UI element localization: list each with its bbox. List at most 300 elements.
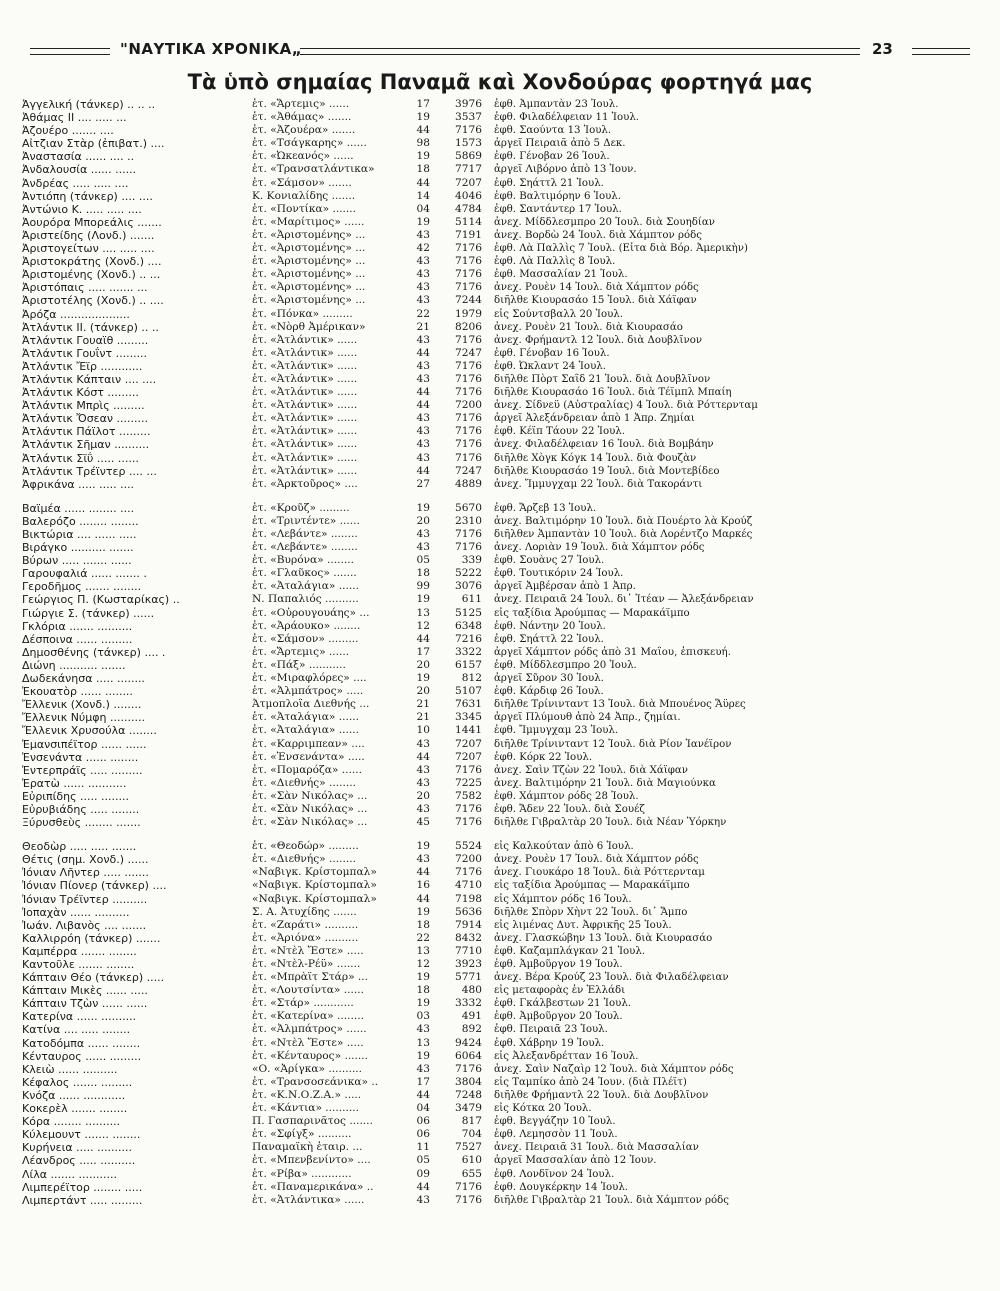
voyage-status: ἀργεῖ Χάμπτον ρόδς ἀπὸ 31 Μαΐου, ἐπισκευή. — [494, 646, 731, 658]
voyage-status: ἀνεχ. Πειραιᾶ 24 Ἰουλ. δι᾽ Ἰτέαν — Ἀλεξάνδρειαν — [494, 594, 754, 606]
voyage-status: ἐφθ. Λὰ Παλλὶς 7 Ἰουλ. (Εἶτα διὰ Βόρ. Ἀμερικὴν) — [494, 243, 748, 255]
ship-row — [22, 997, 982, 1010]
voyage-status: ἀργεῖ Σῦρον 30 Ἰουλ. — [494, 673, 604, 685]
ship-name: Λίλα ....... ........... — [22, 1167, 117, 1181]
voyage-status: ἐφθ. Λονδῖνον 24 Ἰουλ. — [494, 1168, 615, 1180]
build-year: 18 — [416, 918, 430, 931]
ship-name: Λέανδρος ..... .......... — [22, 1154, 136, 1168]
tonnage: 7200 — [455, 853, 482, 866]
ship-name: Βιράγκο .......... ....... — [22, 541, 134, 555]
voyage-status: ἐφθ. Ἀμβοῦργον 19 Ἰουλ. — [494, 959, 623, 970]
ship-name: Κνόζα ...... ............ — [22, 1088, 126, 1102]
owner-company: ἑτ. «Ἀράουκο» ........ — [252, 619, 361, 632]
ship-name: Ἀτλάντικ Γουΐντ ......... — [22, 346, 148, 360]
build-year: 19 — [416, 672, 430, 685]
owner-company: ἑτ. «Ἀτλάντικα» ...... — [252, 1193, 365, 1206]
tonnage: 8206 — [455, 320, 482, 333]
ship-name: Κέφαλος ....... ......... — [22, 1075, 133, 1089]
tonnage: 3345 — [455, 711, 482, 724]
ship-row — [22, 685, 982, 698]
owner-company: ἑτ. «Κατερίνα» ........ — [252, 1010, 364, 1023]
tonnage: 4784 — [455, 202, 482, 215]
owner-company: ἑτ. «Τρανσατλάντικα» — [252, 163, 375, 176]
tonnage: 5636 — [455, 905, 482, 918]
voyage-status: ἐφθ. Ἄδεν 22 Ἰουλ. διὰ Σουέζ — [494, 803, 645, 815]
build-year: 43 — [416, 1193, 430, 1206]
ship-row — [22, 111, 982, 124]
tonnage: 7200 — [455, 399, 482, 412]
build-year: 20 — [416, 685, 430, 698]
tonnage: 5125 — [455, 606, 482, 619]
voyage-status: διῆλθεν Ἀμπαντὰν 10 Ἰουλ. διὰ Λορέντζο Μαρκές — [494, 529, 753, 540]
build-year: 20 — [416, 514, 430, 527]
owner-company: ἑτ. «Τριντέντε» ...... — [252, 514, 360, 527]
voyage-status: ἐφθ. Λεμησσὸν 11 Ἰουλ. — [494, 1129, 618, 1141]
ship-name: Ἐνσενάντα ...... ........ — [22, 750, 139, 764]
ship-row — [22, 294, 982, 307]
voyage-status: εἰς ταξίδια Ἀρούμπας — Μαρακάϊμπο — [494, 607, 690, 619]
voyage-status: ἀνεχ. Σαὶν Ναζαὶρ 12 Ἰουλ. διὰ Χάμπτον ρόδς — [494, 1063, 734, 1075]
ship-name: Κατίνα .... ..... ........ — [22, 1023, 131, 1037]
voyage-status: ἐφθ. Σαντάντερ 17 Ἰουλ. — [494, 203, 622, 215]
voyage-status: εἰς Ἀλεξανδρέτταν 16 Ἰουλ. — [494, 1050, 639, 1062]
tonnage: 610 — [461, 1154, 482, 1167]
tonnage: 7207 — [455, 737, 482, 750]
owner-company: ἑτ. «Βυρόνα» ........ — [252, 554, 354, 567]
tonnage: 3332 — [455, 997, 482, 1010]
ship-name: Ἐντερπράϊς ..... ......... — [22, 763, 143, 777]
voyage-status: ἀργεῖ Ἀλεξάνδρειαν ἀπὸ 1 Ἀπρ. Ζημίαι — [494, 413, 695, 425]
tonnage: 7207 — [455, 750, 482, 763]
ship-row — [22, 386, 982, 399]
voyage-status: ἀνεχ. Γλασκώβην 13 Ἰουλ. διὰ Κιουρασάο — [494, 932, 713, 944]
ship-name: Κατερίνα ...... .......... — [22, 1010, 137, 1024]
ship-name: Ἀτλάντικ Γουαϊθ ......... — [22, 333, 149, 347]
build-year: 19 — [416, 840, 430, 853]
ship-row — [22, 984, 982, 997]
voyage-status: ἀνεχ. Ρουὲν 14 Ἰουλ. διὰ Χάμπτον ρόδς — [494, 282, 699, 294]
tonnage: 655 — [461, 1167, 482, 1180]
owner-company: ἑτ. «Ἀριστομένης» ... — [252, 242, 366, 255]
ship-row — [22, 580, 982, 593]
ship-row — [22, 879, 982, 892]
tonnage: 7216 — [455, 632, 482, 645]
ship-name: Καντοῦλε ....... ........ — [22, 958, 135, 971]
ship-name: Θεοδὼρ ..... ..... ....... — [22, 840, 137, 854]
build-year: 17 — [416, 1075, 430, 1088]
owner-company: ἑτ. «Ντὲλ-Ρέϋ» ....... — [252, 958, 361, 970]
ship-row — [22, 567, 982, 580]
ship-name: Ἀτλάντικ Τρέϊντερ .... ... — [22, 464, 157, 478]
ship-name: Γεροδῆμος ....... ........ — [22, 580, 142, 594]
owner-company: ἑτ. «Ἀτλάντικ» ...... — [252, 386, 358, 399]
tonnage: 7176 — [455, 372, 482, 385]
build-year: 43 — [416, 528, 430, 540]
tonnage: 7248 — [455, 1088, 482, 1101]
owner-company: ἑτ. «Μπενβενίντο» .... — [252, 1154, 371, 1167]
voyage-status: ἐφθ. Γκάλβεστων 21 Ἰουλ. — [494, 998, 632, 1010]
owner-company: «Ναβιγκ. Κρίστομπαλ» — [252, 866, 377, 879]
tonnage: 7176 — [455, 1193, 482, 1206]
build-year: 19 — [416, 905, 430, 918]
build-year: 05 — [416, 1154, 430, 1167]
owner-company: ἑτ. «Καρριμπεαν» .... — [252, 737, 365, 750]
voyage-status: ἀνεχ. Ρουὲν 21 Ἰουλ. διὰ Κιουρασάο — [494, 321, 683, 333]
ship-row — [22, 893, 982, 906]
build-year: 19 — [416, 593, 430, 606]
tonnage: 7176 — [455, 438, 482, 451]
tonnage: 7176 — [455, 802, 482, 815]
owner-company: Κ. Κονιαλίδης ....... — [252, 189, 356, 202]
voyage-status: ἐφθ. Τουτικόριν 24 Ἰουλ. — [494, 568, 624, 580]
owner-company: ἑτ. «Ἀζουέρα» ....... — [252, 124, 356, 137]
voyage-status: ἐφθ. Μασσαλίαν 21 Ἰουλ. — [494, 269, 628, 281]
ship-row — [22, 229, 982, 242]
ship-name: Ἀρόζα .................... — [22, 307, 130, 321]
owner-company: ἑτ. «Ἀτλάντικ» ...... — [252, 438, 358, 451]
ship-name: Γεώργιος Π. (Κωσταρίκας) .. — [22, 593, 180, 607]
build-year: 03 — [416, 1010, 430, 1023]
ship-row — [22, 1194, 982, 1207]
owner-company: ἑτ. «Ἀρκτοῦρος» .... — [252, 477, 358, 490]
ship-row — [22, 528, 982, 541]
tonnage: 5869 — [455, 150, 482, 163]
owner-company: ἑτ. «Ἀταλάγια» ...... — [252, 724, 359, 737]
owner-company: ἑτ. «Ἀταλάγια» ...... — [252, 580, 359, 593]
tonnage: 3322 — [455, 645, 482, 658]
tonnage: 7176 — [455, 281, 482, 294]
ship-name: Ἰωάν. Λιβανὸς .... ....... — [22, 918, 147, 932]
tonnage: 611 — [461, 593, 482, 606]
tonnage: 5107 — [455, 685, 482, 698]
tonnage: 7176 — [455, 541, 482, 554]
ship-name: Ἐμανσιπέϊτορ ...... ...... — [22, 737, 147, 751]
build-year: 20 — [416, 789, 430, 802]
tonnage: 2310 — [455, 514, 482, 527]
owner-company: ἑτ. «Σὰν Νικόλας» ... — [252, 802, 368, 815]
ship-row — [22, 672, 982, 685]
owner-company: Π. Γασπαρινᾶτος ....... — [252, 1115, 373, 1128]
voyage-status: διῆλθε Τρίνινταντ 13 Ἰουλ. διὰ Μπουένος Ἄϋρες — [494, 699, 746, 711]
owner-company: ἑτ. «Ἀτλάντικ» ...... — [252, 399, 358, 412]
owner-company: ἑτ. «Ρίβα» ............ — [252, 1167, 352, 1180]
owner-company: ἑτ. «Ποντίκα» ....... — [252, 202, 357, 215]
tonnage: 7244 — [455, 294, 482, 307]
owner-company: ἑτ. «Κ.Ν.Ο.Ζ.Α.» ..... — [252, 1088, 362, 1101]
owner-company: ἑτ. «Ἀλμπάτρος» ...... — [252, 1023, 367, 1036]
voyage-status: ἐφθ. Ἀμβοῦργον 20 Ἰουλ. — [494, 1011, 623, 1023]
ship-name: Θέτις (σημ. Χονδ.) ...... — [22, 853, 149, 867]
header-rule-middle — [300, 48, 860, 55]
tonnage: 7176 — [455, 1180, 482, 1193]
build-year: 27 — [416, 477, 430, 490]
tonnage: 5114 — [455, 215, 482, 228]
ship-row — [22, 1037, 982, 1050]
owner-company: ἑτ. «Πάξ» ........... — [252, 658, 346, 671]
voyage-status: ἀνεχ. Βορδὼ 24 Ἰουλ. διὰ Χάμπτον ρόδς — [494, 229, 702, 241]
tonnage: 7914 — [455, 918, 482, 931]
ship-name: Δέσποινα ...... ......... — [22, 632, 133, 646]
ship-row — [22, 777, 982, 790]
build-year: 13 — [416, 1036, 430, 1049]
build-year: 43 — [416, 228, 430, 241]
ship-row — [22, 399, 982, 412]
voyage-status: διῆλθε Σπὸρν Χὴντ 22 Ἰουλ. δι᾽ Ἄμπο — [494, 906, 688, 918]
tonnage: 7247 — [455, 464, 482, 477]
owner-company: ἑτ. «Μαρίτιμος» ...... — [252, 215, 365, 228]
tonnage: 7176 — [455, 386, 482, 399]
ship-row — [22, 1181, 982, 1194]
build-year: 18 — [416, 163, 430, 176]
tonnage: 7176 — [455, 333, 482, 346]
ship-row — [22, 360, 982, 373]
ship-name: Βαλερόζο ........ ........ — [22, 514, 139, 528]
build-year: 43 — [416, 541, 430, 554]
tonnage: 491 — [461, 1010, 482, 1023]
voyage-status: ἐφθ. Σηάττλ 22 Ἰουλ. — [494, 633, 604, 645]
voyage-status: εἰς Κότκα 20 Ἰουλ. — [494, 1103, 592, 1115]
build-year: 45 — [416, 816, 430, 829]
tonnage: 7176 — [455, 425, 482, 438]
ship-name: Ἀντώνιο Κ. ..... ..... .... — [22, 202, 142, 216]
tonnage: 3479 — [455, 1102, 482, 1115]
tonnage: 7176 — [455, 451, 482, 464]
ship-row — [22, 593, 982, 606]
owner-company: ἑτ. «Τσάγκαρης» ...... — [252, 137, 367, 150]
ship-row — [22, 465, 982, 478]
ship-row — [22, 764, 982, 777]
build-year: 44 — [416, 399, 430, 412]
ship-name: Κάπταιν Τζὼν ...... ...... — [22, 997, 148, 1011]
voyage-status: διῆλθε Κιουρασάο 15 Ἰουλ. διὰ Χάϊφαν — [494, 295, 697, 307]
build-year: 43 — [416, 1023, 430, 1036]
build-year: 06 — [416, 1115, 430, 1128]
build-year: 44 — [416, 386, 430, 399]
owner-company: ἑτ. «Ντὲλ Ἔστε» ..... — [252, 944, 364, 957]
build-year: 12 — [416, 619, 430, 632]
build-year: 21 — [416, 698, 430, 711]
voyage-status: ἀνεχ. Σαὶν Τζὼν 22 Ἰουλ. διὰ Χάϊφαν — [494, 764, 688, 776]
owner-company: ἑτ. «Ντὲλ Ἔστε» ..... — [252, 1036, 364, 1049]
voyage-status: ἀνεχ. Γιουκάρο 18 Ἰουλ. διὰ Ρόττερνταμ — [494, 867, 705, 879]
page-title: Τὰ ὑπὸ σημαίας Παναμᾶ καὶ Χονδούρας φορτηγά μας — [187, 70, 813, 94]
ship-row — [22, 816, 982, 829]
tonnage: 7631 — [455, 698, 482, 711]
build-year: 10 — [416, 724, 430, 737]
ship-row — [22, 554, 982, 567]
ship-row — [22, 1063, 982, 1076]
owner-company: ἑτ. «Σάμσον» ......... — [252, 632, 359, 645]
ship-name: Ἀριστόπαις ..... ....... ... — [22, 281, 148, 295]
ship-list — [22, 98, 982, 1207]
voyage-status: εἰς Χάμπτον ρόδς 16 Ἰουλ. — [494, 893, 632, 905]
tonnage: 7176 — [455, 528, 482, 540]
tonnage: 7176 — [455, 412, 482, 425]
build-year: 44 — [416, 1180, 430, 1193]
ship-name: Κόρα ........ .......... — [22, 1115, 121, 1129]
ship-name: Γκλόρια ....... .......... — [22, 619, 133, 633]
build-year: 19 — [416, 997, 430, 1010]
tonnage: 7582 — [455, 789, 482, 802]
voyage-status: διῆλθε Κιουρασάο 19 Ἰουλ. διὰ Μοντεβίδεο — [494, 465, 720, 477]
ship-row — [22, 840, 982, 853]
voyage-status: ἀνεχ. Βέρα Κρούζ 23 Ἰουλ. διὰ Φιλαδέλφειαν — [494, 972, 729, 984]
build-year: 43 — [416, 802, 430, 815]
tonnage: 3976 — [455, 98, 482, 110]
build-year: 99 — [416, 580, 430, 593]
voyage-status: ἐφθ. Βαλτιμόρην 6 Ἰουλ. — [494, 190, 621, 202]
build-year: 04 — [416, 202, 430, 215]
owner-company: «Ο. «Ἀρίγκα» .......... — [252, 1062, 363, 1075]
ship-row — [22, 347, 982, 360]
ship-row — [22, 919, 982, 932]
ship-name: Ἐρατὼ ...... ........... — [22, 776, 127, 790]
build-year: 44 — [416, 750, 430, 763]
ship-row — [22, 620, 982, 633]
ship-name: Ἀνδαλουσία ...... ...... — [22, 163, 137, 177]
voyage-status: εἰς Καλκούταν ἀπὸ 6 Ἰουλ. — [494, 841, 634, 853]
ship-row — [22, 633, 982, 646]
ship-row — [22, 190, 982, 203]
ship-name: Ἀτλάντικ Σϊΰ ..... ...... — [22, 451, 139, 465]
build-year: 44 — [416, 464, 430, 477]
tonnage: 1441 — [455, 724, 482, 737]
tonnage: 5524 — [455, 840, 482, 853]
voyage-status: ἐφθ. Φιλαδέλφειαν 11 Ἰουλ. — [494, 112, 640, 124]
build-year: 17 — [416, 98, 430, 110]
ship-row — [22, 177, 982, 190]
build-year: 44 — [416, 892, 430, 905]
ship-name: Ἀριστοκράτης (Χονδ.) .... — [22, 255, 162, 269]
build-year: 04 — [416, 1102, 430, 1115]
ship-name: Ἰόνιαν Λῆντερ ..... ....... — [22, 866, 149, 880]
ship-name: Βύρων ..... ....... ...... — [22, 554, 132, 568]
ship-row — [22, 242, 982, 255]
ship-name: Κένταυρος ...... ......... — [22, 1049, 142, 1063]
ship-name: Δωδεκάνησα ..... ........ — [22, 672, 145, 686]
ship-row — [22, 853, 982, 866]
tonnage: 4046 — [455, 189, 482, 202]
build-year: 43 — [416, 425, 430, 438]
ship-name: Κοκερὲλ ....... ........ — [22, 1102, 128, 1116]
owner-company: ἑτ. «Στάρ» ............ — [252, 997, 354, 1010]
owner-company: ἑτ. «Ἀτλάντικ» ...... — [252, 412, 358, 425]
owner-company: ἑτ. «Ἀριστομένης» ... — [252, 294, 366, 307]
voyage-status: ἐφθ. Γένοβαν 16 Ἰουλ. — [494, 347, 610, 359]
ship-row — [22, 1115, 982, 1128]
ship-name: Ἔλλενικ (Χονδ.) ........ — [22, 698, 142, 712]
tonnage: 7717 — [455, 163, 482, 176]
ship-name: Ἀτλάντικ Μπρὶς ......... — [22, 399, 145, 413]
tonnage: 7176 — [455, 359, 482, 372]
tonnage: 7176 — [455, 816, 482, 829]
tonnage: 480 — [461, 984, 482, 997]
build-year: 19 — [416, 501, 430, 514]
voyage-status: ἀργεῖ Μασσαλίαν ἀπὸ 12 Ἰουν. — [494, 1155, 657, 1167]
ship-section — [22, 502, 982, 829]
tonnage: 3076 — [455, 580, 482, 593]
ship-row — [22, 1089, 982, 1102]
ship-row — [22, 1023, 982, 1036]
tonnage: 6348 — [455, 619, 482, 632]
ship-name: Ἀτλάντικ Ὄσεαν ......... — [22, 412, 148, 426]
owner-company: ἑτ. «Κένταυρος» ....... — [252, 1049, 369, 1062]
ship-row — [22, 971, 982, 984]
tonnage: 339 — [461, 554, 482, 567]
owner-company: ἑτ. «Σὰν Νικόλας» ... — [252, 789, 368, 802]
ship-name: Ἰόνιαν Πίονερ (τάνκερ) .... — [22, 879, 167, 893]
ship-name: Ἀτλάντικ Κάπταιν .... .... — [22, 372, 157, 386]
ship-row — [22, 659, 982, 672]
voyage-status: ἐφθ. Σηάττλ 21 Ἰουλ. — [494, 177, 604, 189]
page-header — [30, 40, 970, 64]
ship-row — [22, 137, 982, 150]
owner-company: ἑτ. «Ἀριστομένης» ... — [252, 255, 366, 268]
ship-row — [22, 412, 982, 425]
ship-name: Ἀφρικάνα ..... ..... .... — [22, 477, 135, 491]
ship-name: Κατοδόμπα ...... ........ — [22, 1036, 141, 1050]
voyage-status: ἐφθ. Ἄρζεβ 13 Ἰουλ. — [494, 502, 597, 514]
ship-row — [22, 607, 982, 620]
tonnage: 7176 — [455, 866, 482, 879]
ship-name: Ἔλλενικ Νύμφη .......... — [22, 711, 145, 725]
ship-row — [22, 203, 982, 216]
ship-row — [22, 281, 982, 294]
voyage-status: ἐφθ. Λὰ Παλλὶς 8 Ἰουλ. — [494, 256, 616, 268]
ship-row — [22, 932, 982, 945]
tonnage: 3804 — [455, 1075, 482, 1088]
ship-row — [22, 452, 982, 465]
ship-name: Δημοσθένης (τάνκερ) .... . — [22, 645, 166, 659]
ship-row — [22, 1168, 982, 1181]
owner-company: ἑτ. «Ἀτλάντικ» ...... — [252, 346, 358, 359]
ship-name: Ἀτλάντικ Πάϊλοτ ......... — [22, 425, 151, 439]
tonnage: 5222 — [455, 567, 482, 580]
owner-company: ἑτ. «Ἀριστομένης» ... — [252, 268, 366, 281]
build-year: 43 — [416, 281, 430, 294]
page-number: 23 — [872, 40, 893, 58]
voyage-status: εἰς ταξίδια Ἀρούμπας — Μαρακάϊμπο — [494, 880, 690, 892]
build-year: 06 — [416, 1128, 430, 1141]
tonnage: 7247 — [455, 346, 482, 359]
owner-company: ἑτ. «Ἀριόνα» .......... — [252, 931, 359, 944]
voyage-status: ἀργεῖ Ἀμβέρσαν ἀπὸ 1 Ἀπρ. — [494, 581, 636, 593]
owner-company: ἑτ. «Σὰν Νικόλας» ... — [252, 816, 368, 829]
owner-company: ἑτ. «Ἄρτεμις» ...... — [252, 645, 350, 658]
voyage-status: διῆλθε Γιβραλτὰρ 21 Ἰουλ. διὰ Χάμπτον ρόδς — [494, 1194, 729, 1206]
build-year: 43 — [416, 853, 430, 866]
build-year: 18 — [416, 567, 430, 580]
voyage-status: διῆλθε Τρίνινταντ 12 Ἰουλ. διὰ Ρίον Ἰανέϊρον — [494, 738, 732, 750]
ship-name: Ἐκουατὸρ ...... ........ — [22, 685, 133, 699]
build-year: 43 — [416, 451, 430, 464]
build-year: 43 — [416, 333, 430, 346]
ship-name: Ἀναστασία ...... .... .. — [22, 150, 135, 164]
ship-row — [22, 541, 982, 554]
owner-company: ἑτ. «Λουτσίντα» ...... — [252, 984, 364, 997]
owner-company: ἑτ. «Γλαῦκος» ....... — [252, 567, 357, 580]
build-year: 13 — [416, 944, 430, 957]
build-year: 43 — [416, 776, 430, 789]
build-year: 11 — [416, 1141, 430, 1154]
owner-company: ἑτ. «Ἄρτεμις» ...... — [252, 98, 350, 110]
ship-name: Κάπταιν Μικὲς ...... ..... — [22, 984, 148, 998]
ship-row — [22, 1141, 982, 1154]
voyage-status: ἐφθ. Κέϊπ Τάουν 22 Ἰουλ. — [494, 426, 625, 438]
ship-name: Ἀθάμας ΙΙ .... ..... ... — [22, 111, 127, 125]
build-year: 19 — [416, 215, 430, 228]
ship-name: Ἀγγελική (τάνκερ) .. .. .. — [22, 98, 156, 111]
